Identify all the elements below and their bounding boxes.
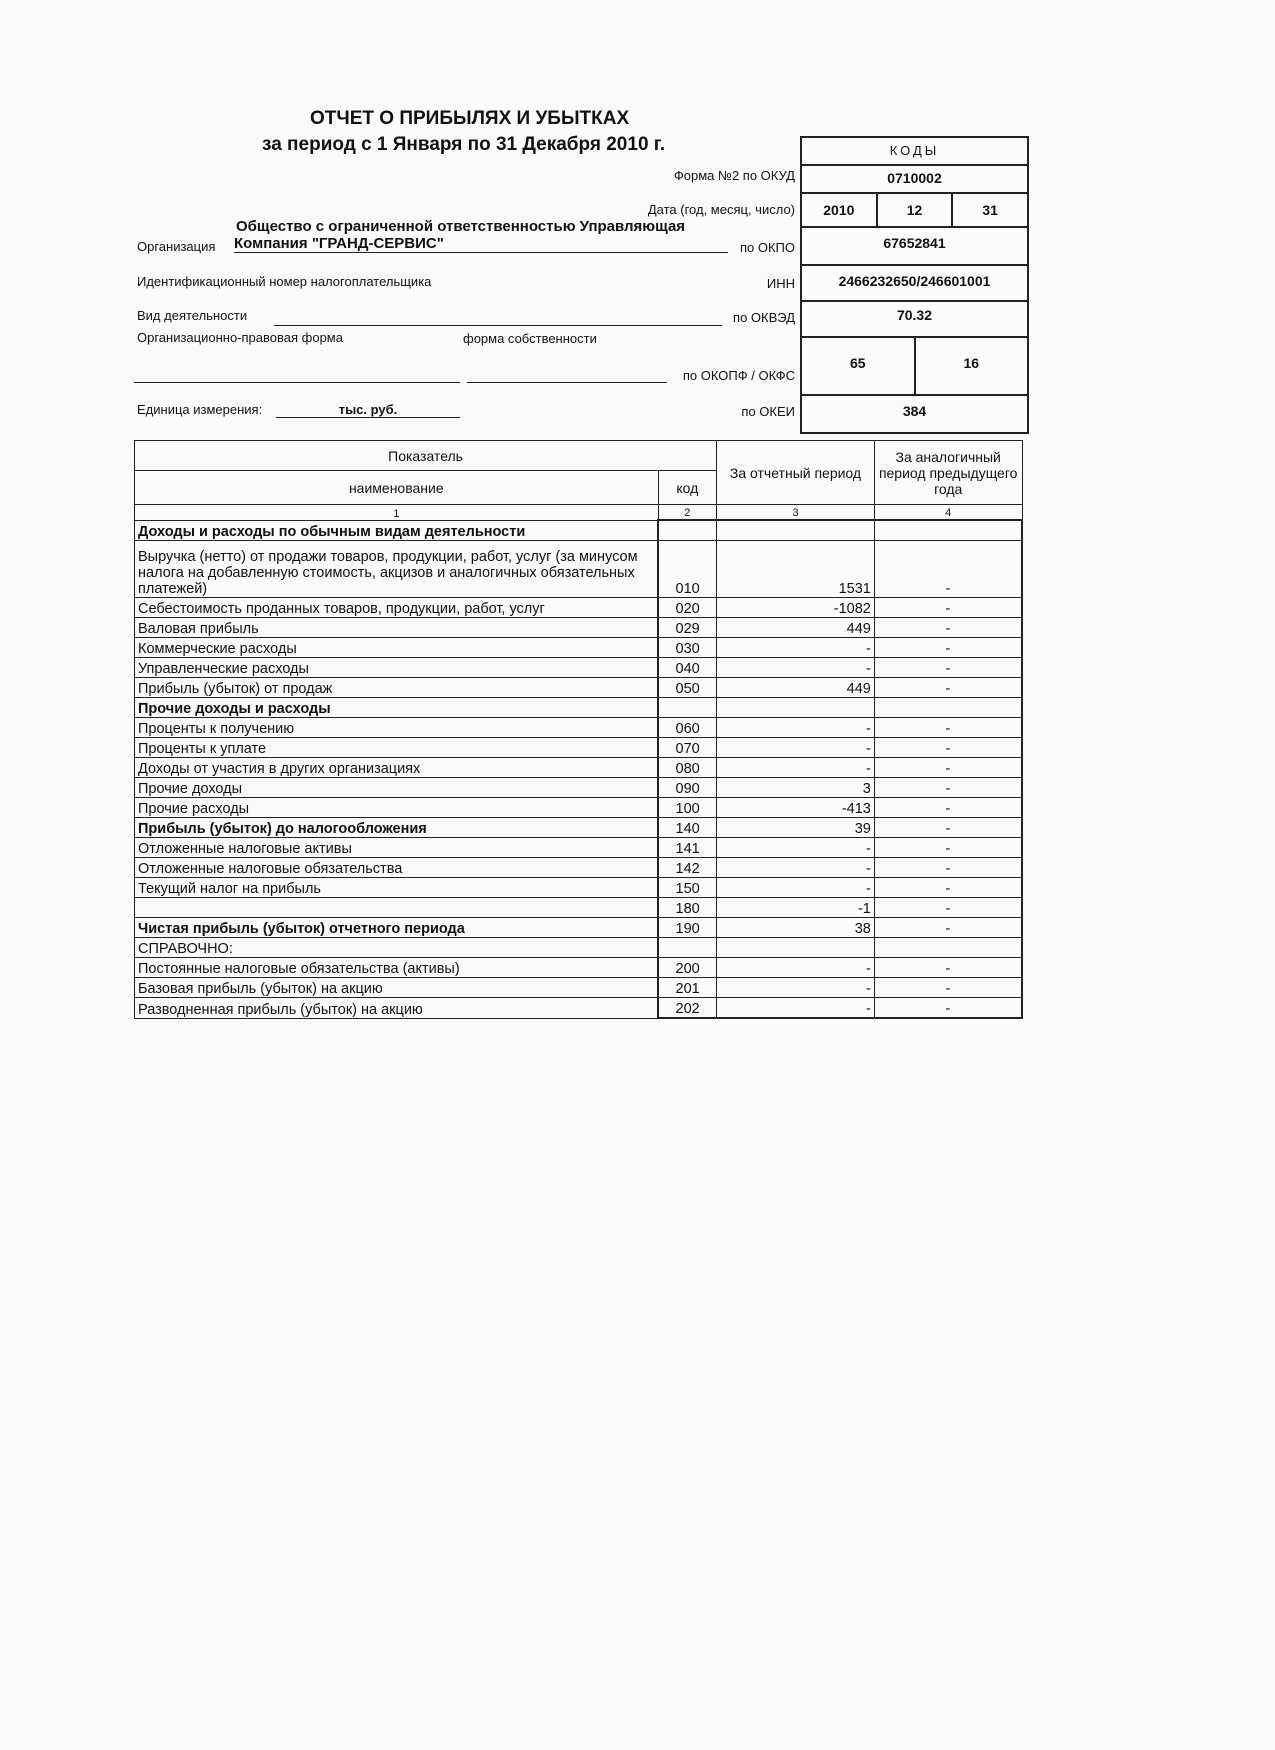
- row-prev: -: [874, 818, 1022, 838]
- ownership-label: форма собственности: [463, 331, 597, 346]
- row-current: -: [717, 758, 875, 778]
- row-prev: -: [874, 598, 1022, 618]
- okei-label: по ОКЕИ: [741, 404, 795, 419]
- table-row: [135, 918, 1023, 938]
- row-code: 090: [658, 778, 717, 798]
- row-name: Выручка (нетто) от продажи товаров, продукции, работ, услуг (за минусом налога на добавленную стоимость, акцизов и аналогичных обязательных платежей): [135, 541, 659, 598]
- table-row: [135, 978, 1023, 998]
- date-year: 2010: [802, 194, 878, 226]
- date-day: 31: [982, 202, 998, 218]
- activity-label: Вид деятельности: [137, 308, 248, 323]
- table-row: [135, 658, 1023, 678]
- header-current: За отчетный период: [717, 441, 875, 505]
- taxpayer-id-label: Идентификационный номер налогоплательщика: [137, 274, 432, 289]
- row-code: [658, 520, 717, 541]
- header-prev: За аналогичный период предыдущего года: [874, 441, 1022, 505]
- row-prev: [874, 938, 1022, 958]
- org-name-line1: Общество с ограниченной ответственностью Управляющая: [236, 218, 686, 235]
- okved-code: 70.32: [896, 307, 933, 323]
- row-code: 060: [658, 718, 717, 738]
- row-prev: -: [874, 798, 1022, 818]
- row-current: -: [717, 638, 875, 658]
- row-current: 1531: [717, 541, 875, 598]
- row-current: 3: [717, 778, 875, 798]
- codes-header: КОДЫ: [802, 138, 1027, 166]
- row-prev: [874, 698, 1022, 718]
- row-code: 150: [658, 878, 717, 898]
- table-row: [135, 898, 1023, 918]
- row-name: Постоянные налоговые обязательства (активы): [135, 958, 659, 978]
- row-prev: -: [874, 998, 1022, 1019]
- row-current: -: [717, 838, 875, 858]
- report-period: за период с 1 Января по 31 Декабря 2010 г.: [262, 134, 666, 155]
- row-name: Валовая прибыль: [135, 618, 659, 638]
- table-row: [135, 938, 1023, 958]
- row-current: 449: [717, 618, 875, 638]
- row-code: 100: [658, 798, 717, 818]
- table-row: [135, 678, 1023, 698]
- row-prev: -: [874, 658, 1022, 678]
- row-code: 030: [658, 638, 717, 658]
- row-current: [717, 520, 875, 541]
- row-code: 040: [658, 658, 717, 678]
- legal-form-line: [134, 382, 460, 383]
- table-row: [135, 998, 1023, 1019]
- table-row: [135, 638, 1023, 658]
- row-prev: -: [874, 898, 1022, 918]
- header-name: наименование: [135, 471, 659, 505]
- row-prev: -: [874, 878, 1022, 898]
- row-name: Прибыль (убыток) до налогообложения: [135, 818, 659, 838]
- date-label: Дата (год, месяц, число): [647, 202, 795, 217]
- row-code: 070: [658, 738, 717, 758]
- unit-label: Единица измерения:: [137, 402, 263, 417]
- row-name: Отложенные налоговые обязательства: [135, 858, 659, 878]
- row-current: 39: [717, 818, 875, 838]
- table-row: [135, 738, 1023, 758]
- row-name: [135, 898, 659, 918]
- row-prev: [874, 520, 1022, 541]
- okei-code: 384: [902, 403, 927, 419]
- row-current: 449: [717, 678, 875, 698]
- row-prev: -: [874, 541, 1022, 598]
- row-prev: -: [874, 738, 1022, 758]
- ownership-line: [467, 382, 667, 383]
- table-row: [135, 718, 1023, 738]
- row-code: 201: [658, 978, 717, 998]
- row-code: 142: [658, 858, 717, 878]
- row-code: [658, 698, 717, 718]
- row-current: -1082: [717, 598, 875, 618]
- row-current: -: [717, 978, 875, 998]
- row-name: Прочие доходы и расходы: [135, 698, 659, 718]
- table-row: [135, 618, 1023, 638]
- row-name: Прибыль (убыток) от продаж: [135, 678, 659, 698]
- row-prev: -: [874, 858, 1022, 878]
- row-name: Прочие расходы: [135, 798, 659, 818]
- okved-label: по ОКВЭД: [733, 310, 795, 325]
- row-code: 190: [658, 918, 717, 938]
- row-name: Коммерческие расходы: [135, 638, 659, 658]
- row-current: -: [717, 738, 875, 758]
- row-name: Доходы и расходы по обычным видам деятельности: [135, 520, 659, 541]
- header-code: код: [658, 471, 717, 505]
- row-code: 140: [658, 818, 717, 838]
- row-name: Текущий налог на прибыль: [135, 878, 659, 898]
- row-name: Себестоимость проданных товаров, продукции, работ, услуг: [135, 598, 659, 618]
- row-prev: -: [874, 978, 1022, 998]
- row-prev: -: [874, 918, 1022, 938]
- row-current: -: [717, 878, 875, 898]
- unit-value: тыс. руб.: [276, 402, 460, 418]
- row-current: -: [717, 858, 875, 878]
- row-current: -: [717, 658, 875, 678]
- legal-form-label: Организационно-правовая форма: [137, 330, 343, 345]
- row-prev: -: [874, 838, 1022, 858]
- row-current: [717, 698, 875, 718]
- okud-code: 0710002: [887, 170, 942, 186]
- table-row: [135, 778, 1023, 798]
- org-name-line2: Компания "ГРАНД-СЕРВИС": [234, 235, 728, 253]
- row-prev: -: [874, 678, 1022, 698]
- activity-line: [274, 325, 722, 326]
- org-label: Организация: [137, 239, 216, 254]
- table-row: [135, 758, 1023, 778]
- okud-label: Форма №2 по ОКУД: [673, 168, 795, 183]
- row-prev: -: [874, 758, 1022, 778]
- row-code: 141: [658, 838, 717, 858]
- table-row: [135, 838, 1023, 858]
- inn-label: ИНН: [766, 276, 795, 291]
- row-name: Управленческие расходы: [135, 658, 659, 678]
- table-row: [135, 958, 1023, 978]
- row-current: 38: [717, 918, 875, 938]
- table-row: [135, 541, 1023, 598]
- row-code: 050: [658, 678, 717, 698]
- row-name: Прочие доходы: [135, 778, 659, 798]
- row-code: 080: [658, 758, 717, 778]
- header-indicator: Показатель: [135, 441, 717, 471]
- col-num-3: 3: [717, 505, 875, 521]
- codes-box: [800, 136, 1029, 434]
- row-name: Доходы от участия в других организациях: [135, 758, 659, 778]
- row-name: Проценты к получению: [135, 718, 659, 738]
- row-current: -1: [717, 898, 875, 918]
- table-row: [135, 878, 1023, 898]
- col-num-1: 1: [135, 505, 659, 521]
- report-title: ОТЧЕТ О ПРИБЫЛЯХ И УБЫТКАХ: [310, 108, 630, 129]
- row-current: -: [717, 718, 875, 738]
- row-name: Разводненная прибыль (убыток) на акцию: [135, 998, 659, 1019]
- date-month: 12: [878, 194, 954, 226]
- row-prev: -: [874, 718, 1022, 738]
- row-code: [658, 938, 717, 958]
- row-name: Базовая прибыль (убыток) на акцию: [135, 978, 659, 998]
- row-name: Чистая прибыль (убыток) отчетного периода: [135, 918, 659, 938]
- row-prev: -: [874, 618, 1022, 638]
- row-prev: -: [874, 778, 1022, 798]
- row-code: 010: [658, 541, 717, 598]
- table-row: [135, 698, 1023, 718]
- row-code: 029: [658, 618, 717, 638]
- col-num-2: 2: [658, 505, 717, 521]
- row-code: 200: [658, 958, 717, 978]
- okopf-label: по ОКОПФ / ОКФС: [682, 368, 795, 383]
- income-statement-table: [134, 440, 1023, 1019]
- okfs-code: 16: [963, 355, 980, 371]
- row-code: 180: [658, 898, 717, 918]
- okpo-label: по ОКПО: [739, 240, 795, 255]
- row-code: 020: [658, 598, 717, 618]
- okpo-code: 67652841: [883, 235, 946, 251]
- row-prev: -: [874, 958, 1022, 978]
- table-row: [135, 858, 1023, 878]
- table-row: [135, 818, 1023, 838]
- table-row: [135, 598, 1023, 618]
- table-row: [135, 798, 1023, 818]
- row-prev: -: [874, 638, 1022, 658]
- inn-code: 2466232650/246601001: [838, 273, 991, 289]
- row-current: -: [717, 998, 875, 1019]
- table-row: [135, 520, 1023, 541]
- row-name: Отложенные налоговые активы: [135, 838, 659, 858]
- row-current: [717, 938, 875, 958]
- row-current: -: [717, 958, 875, 978]
- col-num-4: 4: [874, 505, 1022, 521]
- row-code: 202: [658, 998, 717, 1019]
- okopf-code: 65: [802, 338, 916, 394]
- row-name: СПРАВОЧНО:: [135, 938, 659, 958]
- row-name: Проценты к уплате: [135, 738, 659, 758]
- row-current: -413: [717, 798, 875, 818]
